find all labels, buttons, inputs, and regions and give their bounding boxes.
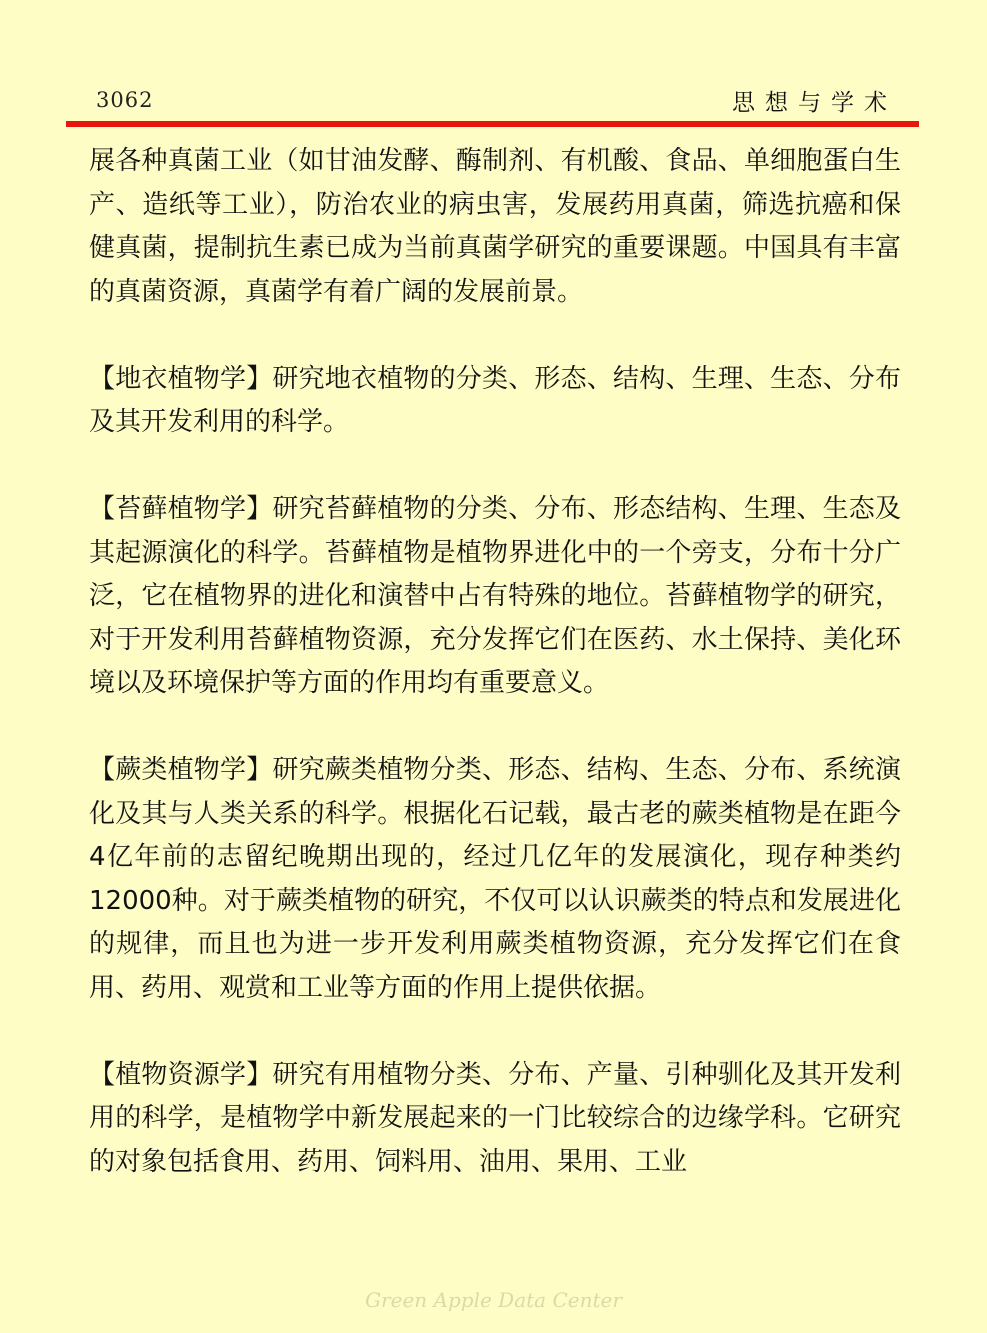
entry-text: 展各种真菌工业（如甘油发酵、酶制剂、有机酸、食品、单细胞蛋白生产、造纸等工业），防治农业的病虫害，发展药用真菌，筛选抗癌和保健真菌，提制抗生素已成为当前真菌学研究的重要课题。中国具有丰富的真菌资源，真菌学有着广阔的发展前景。 <box>89 146 901 307</box>
entry-text: 研究有用植物分类、分布、产量、引种驯化及其开发利用的科学，是植物学中新发展起来的一门比较综合的边缘学科。它研究的对象包括食用、药用、饲料用、油用、果用、工业 <box>89 1059 901 1177</box>
page-header <box>0 0 987 128</box>
entry-text: 研究苔藓植物的分类、分布、形态结构、生理、生态及其起源演化的科学。苔藓植物是植物界进化中的一个旁支，分布十分广泛，它在植物界的进化和演替中占有特殊的地位。苔藓植物学的研究，对于开发利用苔藓植物资源，充分发挥它们在医药、水土保持、美化环境以及环境保护等方面的作用均有重要意义。 <box>89 494 901 698</box>
page-number: 3062 <box>96 88 154 112</box>
body-text <box>89 140 901 1184</box>
entry-text: 研究地衣植物的分类、形态、结构、生理、生态、分布及其开发利用的科学。 <box>89 363 901 437</box>
running-title: 思想与学术 <box>732 90 897 116</box>
watermark: Green Apple Data Center <box>365 1288 622 1312</box>
entry-term: 【蕨类植物学】 <box>89 755 273 785</box>
entry-text: 研究蕨类植物分类、形态、结构、生态、分布、系统演化及其与人类关系的科学。根据化石记载，最古老的蕨类植物是在距今4亿年前的志留纪晚期出现的，经过几亿年的发展演化，现存种类约12000种。对于蕨类植物的研究，不仅可以认识蕨类的特点和发展进化的规律，而且也为进一步开发利用蕨类植物资源，充分发挥它们在食用、药用、观赏和工业等方面的作用上提供依据。 <box>89 755 901 1003</box>
header-rule <box>66 121 919 127</box>
entry-plant-resources <box>89 1054 901 1185</box>
entry-bryology <box>89 488 901 706</box>
entry-term: 【苔藓植物学】 <box>89 494 273 524</box>
paragraph-fungi-continued <box>89 140 901 314</box>
entry-term: 【植物资源学】 <box>89 1059 273 1090</box>
entry-pteridology <box>89 749 901 1010</box>
entry-lichenology <box>89 358 901 445</box>
entry-term: 【地衣植物学】 <box>89 363 273 394</box>
